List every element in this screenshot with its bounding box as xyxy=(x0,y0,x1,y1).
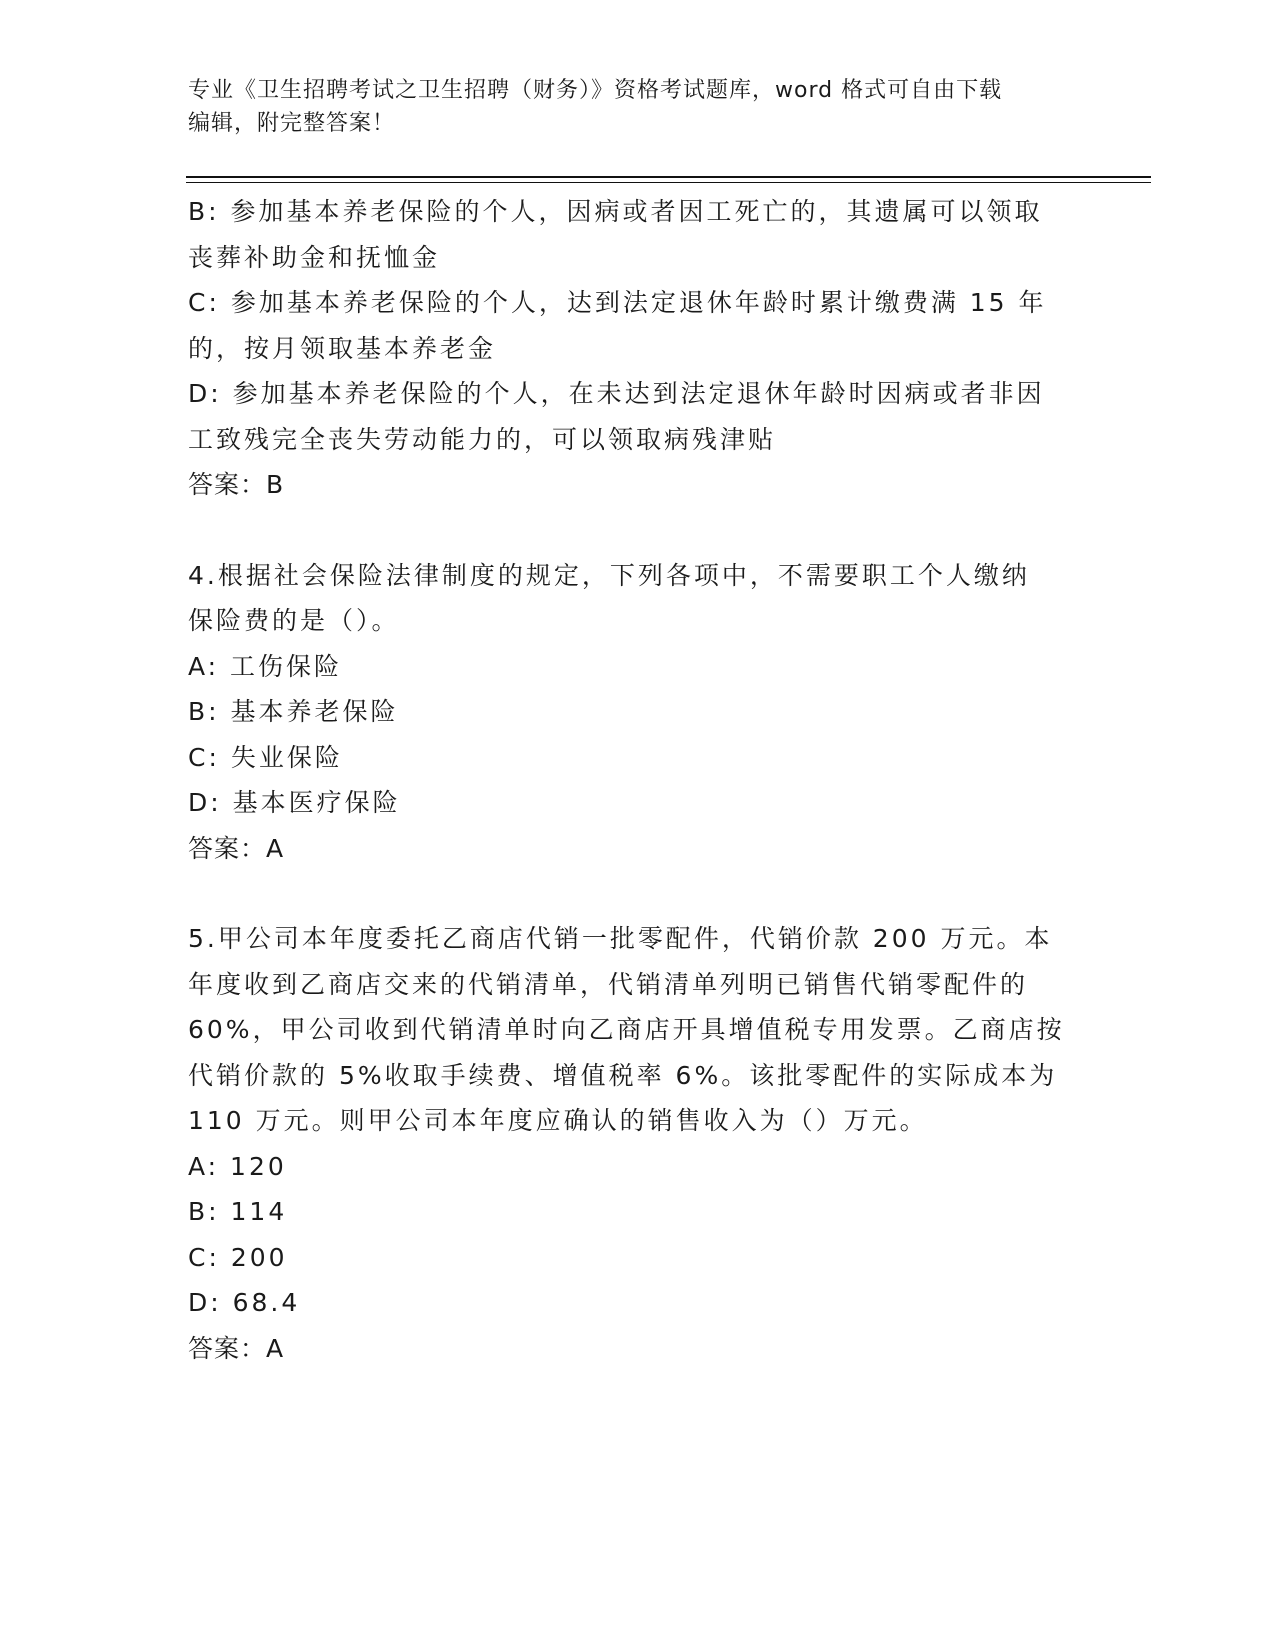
q3-option-c-line-1: C: 参加基本养老保险的个人，达到法定退休年龄时累计缴费满 15 年 xyxy=(188,288,1047,317)
question-5 xyxy=(188,916,1088,1371)
q5-stem-line-4: 代销价款的 5%收取手续费、增值税率 6%。该批零配件的实际成本为 xyxy=(188,1060,1058,1090)
q4-stem-line-2: 保险费的是（）。 xyxy=(188,606,400,635)
q5-stem-line-1: 5.甲公司本年度委托乙商店代销一批零配件，代销价款 200 万元。本 xyxy=(188,924,1053,953)
q3-option-d-line-2: 工致残完全丧失劳动能力的，可以领取病残津贴 xyxy=(188,424,777,454)
question-4 xyxy=(188,553,1088,872)
q5-option-a: A: 120 xyxy=(188,1151,287,1181)
spacer xyxy=(188,871,1088,916)
q3-option-c-line-2: 的，按月领取基本养老金 xyxy=(188,333,497,363)
q5-option-b: B: 114 xyxy=(188,1197,288,1226)
q4-option-c: C: 失业保险 xyxy=(188,742,343,772)
q3-option-b-line-1: B: 参加基本养老保险的个人，因病或者因工死亡的，其遗属可以领取 xyxy=(188,197,1043,226)
q5-stem-line-2: 年度收到乙商店交来的代销清单，代销清单列明已销售代销零配件的 xyxy=(188,969,1029,999)
q4-stem-line-1: 4.根据社会保险法律制度的规定，下列各项中，不需要职工个人缴纳 xyxy=(188,560,1030,590)
document-header xyxy=(188,74,1068,140)
q3-option-b-line-2: 丧葬补助金和抚恤金 xyxy=(188,242,441,272)
spacer xyxy=(188,508,1088,553)
header-line-1: 专业《卫生招聘考试之卫生招聘（财务）》资格考试题库，word 格式可自由下载 xyxy=(188,78,1003,103)
q4-option-b: B: 基本养老保险 xyxy=(188,697,399,726)
header-divider-thick xyxy=(186,176,1151,178)
q5-option-c: C: 200 xyxy=(188,1242,288,1272)
question-list xyxy=(188,189,1088,1371)
q5-answer: 答案：A xyxy=(188,1333,285,1363)
q5-stem-line-3: 60%，甲公司收到代销清单时向乙商店开具增值税专用发票。乙商店按 xyxy=(188,1015,1065,1044)
q5-stem-line-5: 110 万元。则甲公司本年度应确认的销售收入为（）万元。 xyxy=(188,1106,928,1135)
q5-option-d: D: 68.4 xyxy=(188,1288,301,1317)
question-3-continued xyxy=(188,189,1088,508)
q4-option-a: A: 工伤保险 xyxy=(188,651,343,681)
q3-answer: 答案：B xyxy=(188,470,285,499)
q3-option-d-line-1: D: 参加基本养老保险的个人，在未达到法定退休年龄时因病或者非因 xyxy=(188,379,1045,408)
q4-answer: 答案：A xyxy=(188,833,285,863)
header-divider-thin xyxy=(186,182,1151,183)
header-line-2: 编辑，附完整答案！ xyxy=(188,111,396,136)
q4-option-d: D: 基本医疗保险 xyxy=(188,788,401,817)
